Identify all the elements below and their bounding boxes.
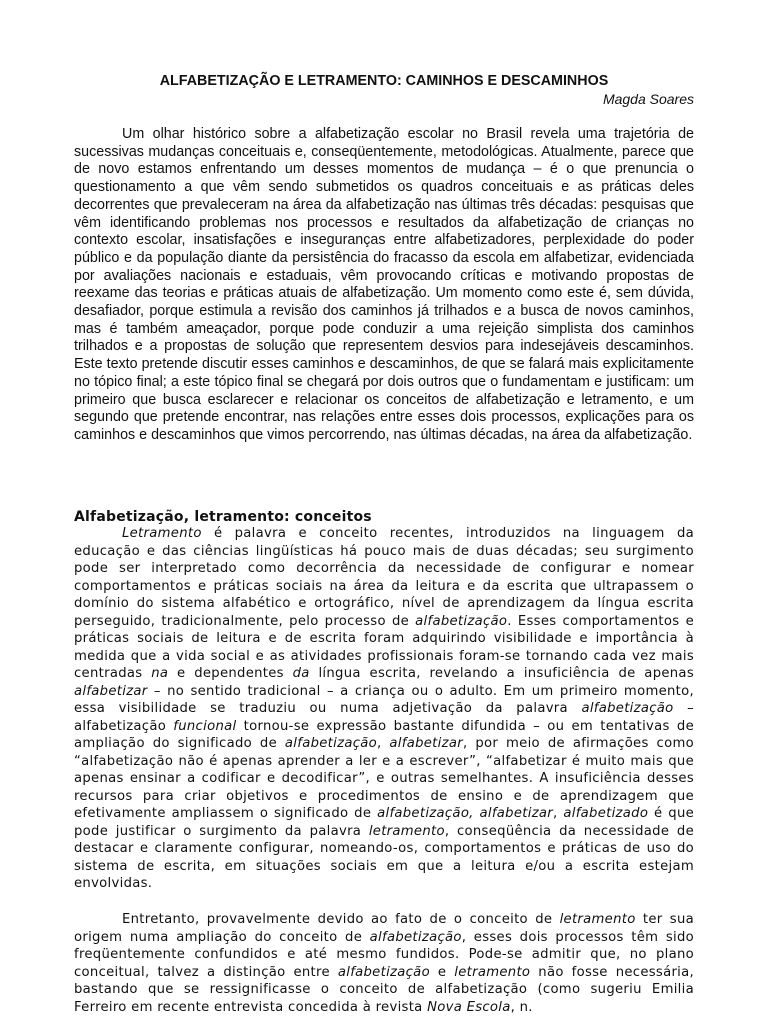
text-span: e dependentes <box>168 666 293 681</box>
text-span: tornou-se expressão bastante difundida – ou em tentativas de ampliação do significado de <box>74 718 694 751</box>
text-span: , <box>553 806 564 821</box>
text-span: alfabetização <box>284 736 377 751</box>
text-span: funcional <box>173 718 237 734</box>
text-span: letramento <box>368 823 445 839</box>
intro-paragraph: Um olhar histórico sobre a alfabetização escolar no Brasil revela uma trajetória de sucessivas mudanças conceituais e, conseqüentemente, metodológicas. Atualmente, parece que de novo estamos enfrentando um desses momentos de mudança – é o que prenuncia o questionamento a que vêm sendo submetidos os quadros conceituais e as práticas deles decorrentes que prevaleceram na área da alfabetização nas últimas três décadas: pesquisas que vêm identificando problemas nos processos e resultados da alfabetização de crianças no contexto escolar, insatisfações e inseguranças entre alfabetizadores, perplexidade do poder público e da população diante da persistência do fracasso da escola em alfabetizar, evidenciada por avaliações nacionais e estaduais, vêm provocando críticas e motivando propostas de reexame das teorias e práticas atuais de alfabetização. Um momento como este é, sem dúvida, desafiador, porque estimula a revisão dos caminhos já trilhados e a busca de novos caminhos, mas é também ameaçador, porque pode conduzir a uma rejeição simplista dos caminhos trilhados e a propostas de solução que representem desvios para indesejáveis descaminhos. Este texto pretende discutir esses caminhos e descaminhos, de que se falará mais explicitamente no tópico final; a este tópico final se chegará por dois outros que o fundamentam e justificam: um primeiro que busca esclarecer e relacionar os conceitos de alfabetização e letramento, e um segundo que pretende encontrar, nas relações entre esses dois processos, explicações para os caminhos e descaminhos que vimos percorrendo, nas últimas décadas, na área da alfabetização. <box>74 126 694 443</box>
text-span: letramento <box>454 964 531 980</box>
text-span: letramento <box>559 912 636 927</box>
text-span: , conseqüência da necessidade de destacar e claramente configurar, nomeando-os, comportamentos e práticas de uso do sistema de escrita, em situações sociais em que a leitura e/ou a escrita estejam envolvidas. <box>74 823 694 891</box>
text-span: é palavra e conceito recentes, introduzidos na linguagem da educação e das ciências lingüísticas há pouco mais de duas décadas; seu surgimento pode ser interpretado como decorrência da necessidade de configurar e nomear comportamentos e práticas sociais na área da leitura e da escrita que ultrapassem o domínio do sistema alfabético e ortográfico, nível de aprendizagem da língua escrita perseguido, tradicionalmente, pelo processo de <box>74 526 694 629</box>
text-span: , n. <box>510 999 533 1015</box>
text-span: não fosse necessária, bastando que se ressignificasse o conceito de alfabetização (como sugeriu Emilia Ferreiro em recente entrevista concedida à revista <box>74 964 695 1015</box>
text-span: Nova Escola <box>427 999 511 1015</box>
text-span: ter sua origem numa ampliação do conceito de <box>74 912 694 945</box>
text-span: alfabetização <box>369 929 462 945</box>
paragraph-letramento-definition <box>74 525 694 893</box>
text-span: alfabetização <box>415 613 508 629</box>
text-span: , <box>377 736 390 751</box>
author-name: Magda Soares <box>602 91 694 107</box>
text-span: , esses dois processos têm sido freqüentemente confundidos e até mesmo fundidos. Pode-se admitir que, no plano conceitual, talvez a distinção entre <box>74 929 695 980</box>
text-span: Entretanto, provavelmente devido ao fato de o conceito de <box>122 912 560 927</box>
text-span: . Esses comportamentos e práticas sociais de leitura e de escrita foram adquirindo visibilidade e importância à medida que a vida social e as atividades profissionais foram-se tornando cada vez mais centradas <box>74 613 694 681</box>
text-span: alfabetizado <box>563 806 649 821</box>
document-title: ALFABETIZAÇÃO E LETRAMENTO: CAMINHOS E DESCAMINHOS <box>159 73 609 89</box>
text-span: e <box>429 964 455 980</box>
paragraph-entretanto <box>74 911 694 1016</box>
text-span: alfabetização <box>581 701 674 716</box>
text-span: alfabetizar <box>74 683 148 699</box>
text-span: , por meio de afirmações como “alfabetização não é apenas aprender a ler e a escrever”, “alfabetizar é muito mais que apenas ensinar a codificar e decodificar”, e outras semelhantes. A insuficiência desses recursos para criar objetivos e procedimentos de ensino e de aprendizagem que efetivamente ampliassem o significado de <box>74 736 694 821</box>
text-span: – alfabetização <box>74 701 694 734</box>
text-span: da <box>292 666 310 681</box>
text-span: língua escrita, revelando a insuficiência de apenas <box>309 666 694 681</box>
section-heading: Alfabetização, letramento: conceitos <box>74 509 372 525</box>
text-span: alfabetização <box>337 964 430 980</box>
text-span: alfabetizar <box>389 736 463 751</box>
text-span: Letramento <box>122 526 202 541</box>
text-span: – no sentido tradicional – a criança ou o adulto. Em um primeiro momento, essa visibilidade se traduziu ou numa adjetivação da palavra <box>74 683 694 716</box>
text-span: alfabetização, alfabetizar <box>377 806 554 821</box>
text-span: na <box>151 666 169 681</box>
text-span: é que pode justificar o surgimento da palavra <box>74 806 695 839</box>
